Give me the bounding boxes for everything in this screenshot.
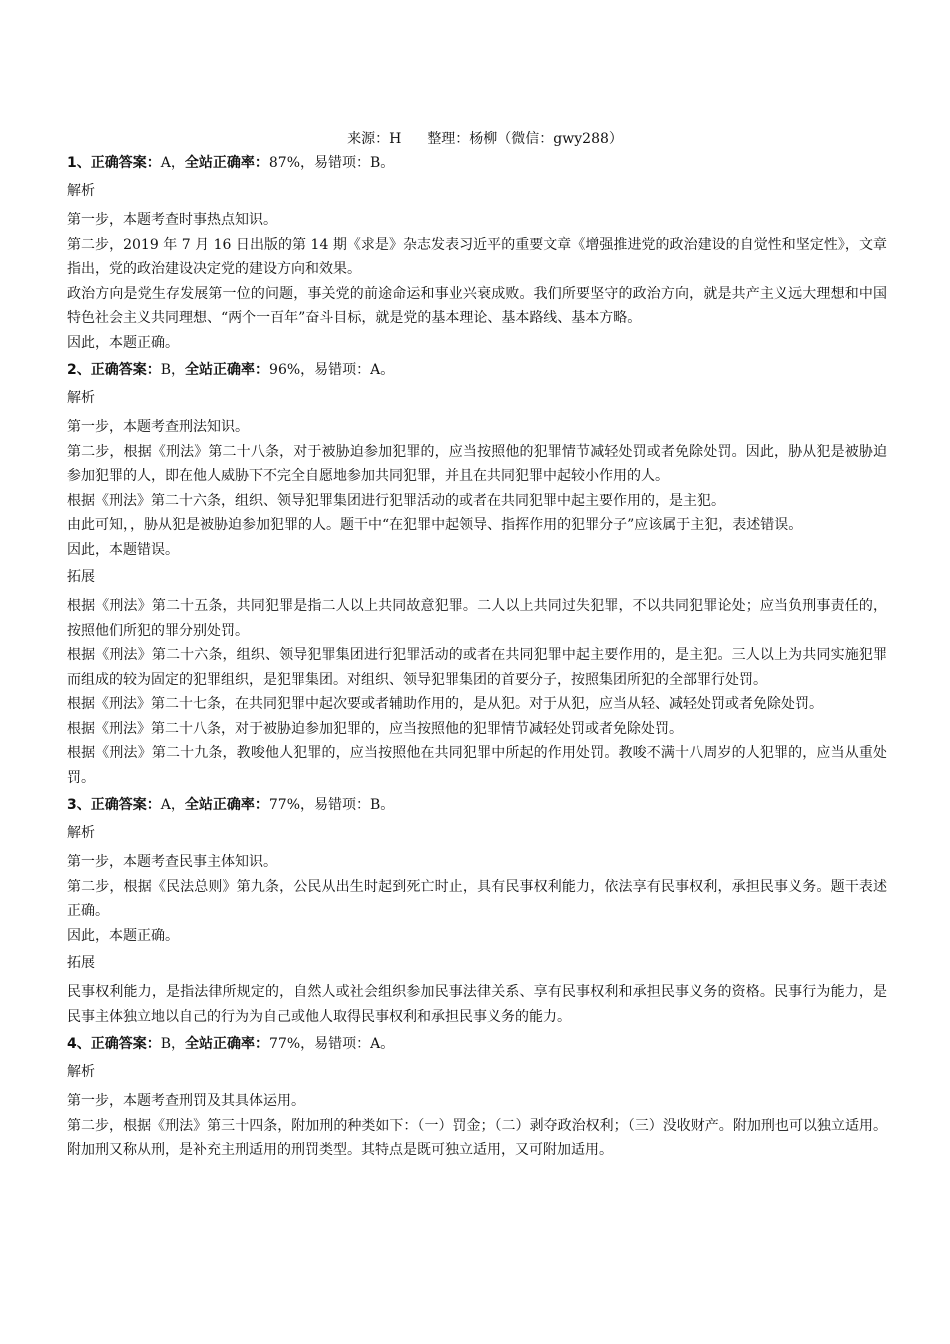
- analysis-paragraph: 第一步，本题考查刑法知识。: [67, 419, 249, 435]
- question-1: [67, 152, 887, 355]
- analysis-paragraph: 因此，本题正确。: [67, 927, 179, 944]
- question-number: 3、: [67, 797, 91, 813]
- extension-paragraph: 根据《刑法》第二十九条，教唆他人犯罪的，应当按照他在共同犯罪中所起的作用处罚。教唆不满十八周岁的人犯罪的，应当从重处罚。: [67, 745, 887, 786]
- editor-label: 整理：杨柳（微信：gwy288）: [427, 131, 623, 147]
- analysis-paragraph: 第二步，根据《民法总则》第九条，公民从出生时起到死亡时止，具有民事权利能力，依法享有民事权利，承担民事义务。题干表述正确。: [67, 878, 887, 919]
- source-label: 来源：H: [347, 131, 402, 147]
- extension-paragraph: 根据《刑法》第二十五条，共同犯罪是指二人以上共同故意犯罪。二人以上共同过失犯罪，不以共同犯罪论处；应当负刑事责任的，按照他们所犯的罪分别处罚。: [67, 598, 887, 639]
- extension-label: 拓展: [67, 569, 95, 585]
- question-header: [67, 359, 887, 381]
- source-line: [67, 128, 887, 150]
- answer-value: A，: [160, 797, 185, 813]
- question-3: [67, 794, 887, 1029]
- question-header: [67, 794, 887, 816]
- analysis-label: 解析: [67, 390, 95, 406]
- analysis-paragraph: 由此可知，，胁从犯是被胁迫参加犯罪的人。题干中“在犯罪中起领导、指挥作用的犯罪分子”应该属于主犯，表述错误。: [67, 517, 803, 533]
- question-number: 2、: [67, 362, 91, 378]
- extension-label: 拓展: [67, 955, 95, 971]
- analysis-label: 解析: [67, 1064, 95, 1080]
- rate-value: 77%，易错项：A。: [269, 1036, 395, 1052]
- analysis-paragraph: 第一步，本题考查民事主体知识。: [67, 854, 277, 870]
- analysis-paragraph: 根据《刑法》第二十六条，组织、领导犯罪集团进行犯罪活动的或者在共同犯罪中起主要作用的，是主犯。: [67, 492, 725, 509]
- rate-value: 96%，易错项：A。: [269, 362, 395, 378]
- answer-value: B，: [160, 1036, 186, 1052]
- rate-value: 87%，易错项：B。: [268, 155, 395, 171]
- extension-paragraph: 根据《刑法》第二十六条，组织、领导犯罪集团进行犯罪活动的或者在共同犯罪中起主要作用的，是主犯。三人以上为共同实施犯罪而组成的较为固定的犯罪组织，是犯罪集团。对组织、领导犯罪集团的首要分子，按照集团所犯的全部罪行处罚。: [67, 647, 887, 688]
- question-number: 1、: [67, 155, 91, 171]
- question-2: [67, 359, 887, 790]
- extension-paragraph: 根据《刑法》第二十七条，在共同犯罪中起次要或者辅助作用的，是从犯。对于从犯，应当从轻、减轻处罚或者免除处罚。: [67, 696, 823, 712]
- analysis-paragraph: 因此，本题正确。: [67, 334, 179, 351]
- rate-label: 全站正确率：: [185, 1036, 270, 1052]
- document-page: [67, 128, 887, 1163]
- rate-label: 全站正确率：: [185, 362, 270, 378]
- answer-label: 正确答案：: [90, 797, 161, 813]
- answer-value: B，: [160, 362, 186, 378]
- answer-value: A，: [160, 155, 185, 171]
- answer-label: 正确答案：: [90, 362, 161, 378]
- analysis-label: 解析: [67, 825, 95, 841]
- analysis-paragraph: 因此，本题错误。: [67, 541, 179, 558]
- rate-value: 77%，易错项：B。: [268, 797, 395, 813]
- analysis-paragraph: 第一步，本题考查时事热点知识。: [67, 212, 277, 228]
- answer-label: 正确答案：: [90, 1036, 161, 1052]
- extension-paragraph: 民事权利能力，是指法律所规定的，自然人或社会组织参加民事法律关系、享有民事权利和承担民事义务的资格。民事行为能力，是民事主体独立地以自己的行为为自己或他人取得民事权利和承担民事义务的能力。: [67, 984, 887, 1025]
- analysis-paragraph: 第一步，本题考查刑罚及其具体运用。: [67, 1093, 305, 1109]
- question-number: 4、: [67, 1036, 91, 1052]
- extension-paragraph: 根据《刑法》第二十八条，对于被胁迫参加犯罪的，应当按照他的犯罪情节减轻处罚或者免除处罚。: [67, 720, 683, 737]
- analysis-label: 解析: [67, 183, 95, 199]
- rate-label: 全站正确率：: [184, 155, 269, 171]
- question-4: [67, 1033, 887, 1163]
- question-header: [67, 152, 887, 174]
- question-header: [67, 1033, 887, 1055]
- rate-label: 全站正确率：: [184, 797, 269, 813]
- analysis-paragraph: 政治方向是党生存发展第一位的问题，事关党的前途命运和事业兴衰成败。我们所要坚守的政治方向，就是共产主义远大理想和中国特色社会主义共同理想、“两个一百年”奋斗目标，就是党的基本理论、基本路线、基本方略。: [67, 285, 887, 326]
- analysis-paragraph: 第二步，2019 年 7 月 16 日出版的第 14 期《求是》杂志发表习近平的重要文章《增强推进党的政治建设的自觉性和坚定性》，文章指出，党的政治建设决定党的建设方向和效果。: [67, 236, 887, 277]
- analysis-paragraph: 第二步，根据《刑法》第三十四条，附加刑的种类如下：（一）罚金；（二）剥夺政治权利；（三）没收财产。附加刑也可以独立适用。附加刑又称从刑，是补充主刑适用的刑罚类型。其特点是既可独立适用，又可附加适用。: [67, 1117, 887, 1158]
- answer-label: 正确答案：: [90, 155, 161, 171]
- analysis-paragraph: 第二步，根据《刑法》第二十八条，对于被胁迫参加犯罪的，应当按照他的犯罪情节减轻处罚或者免除处罚。因此，胁从犯是被胁迫参加犯罪的人，即在他人威胁下不完全自愿地参加共同犯罪，并且在共同犯罪中起较小作用的人。: [67, 443, 887, 484]
